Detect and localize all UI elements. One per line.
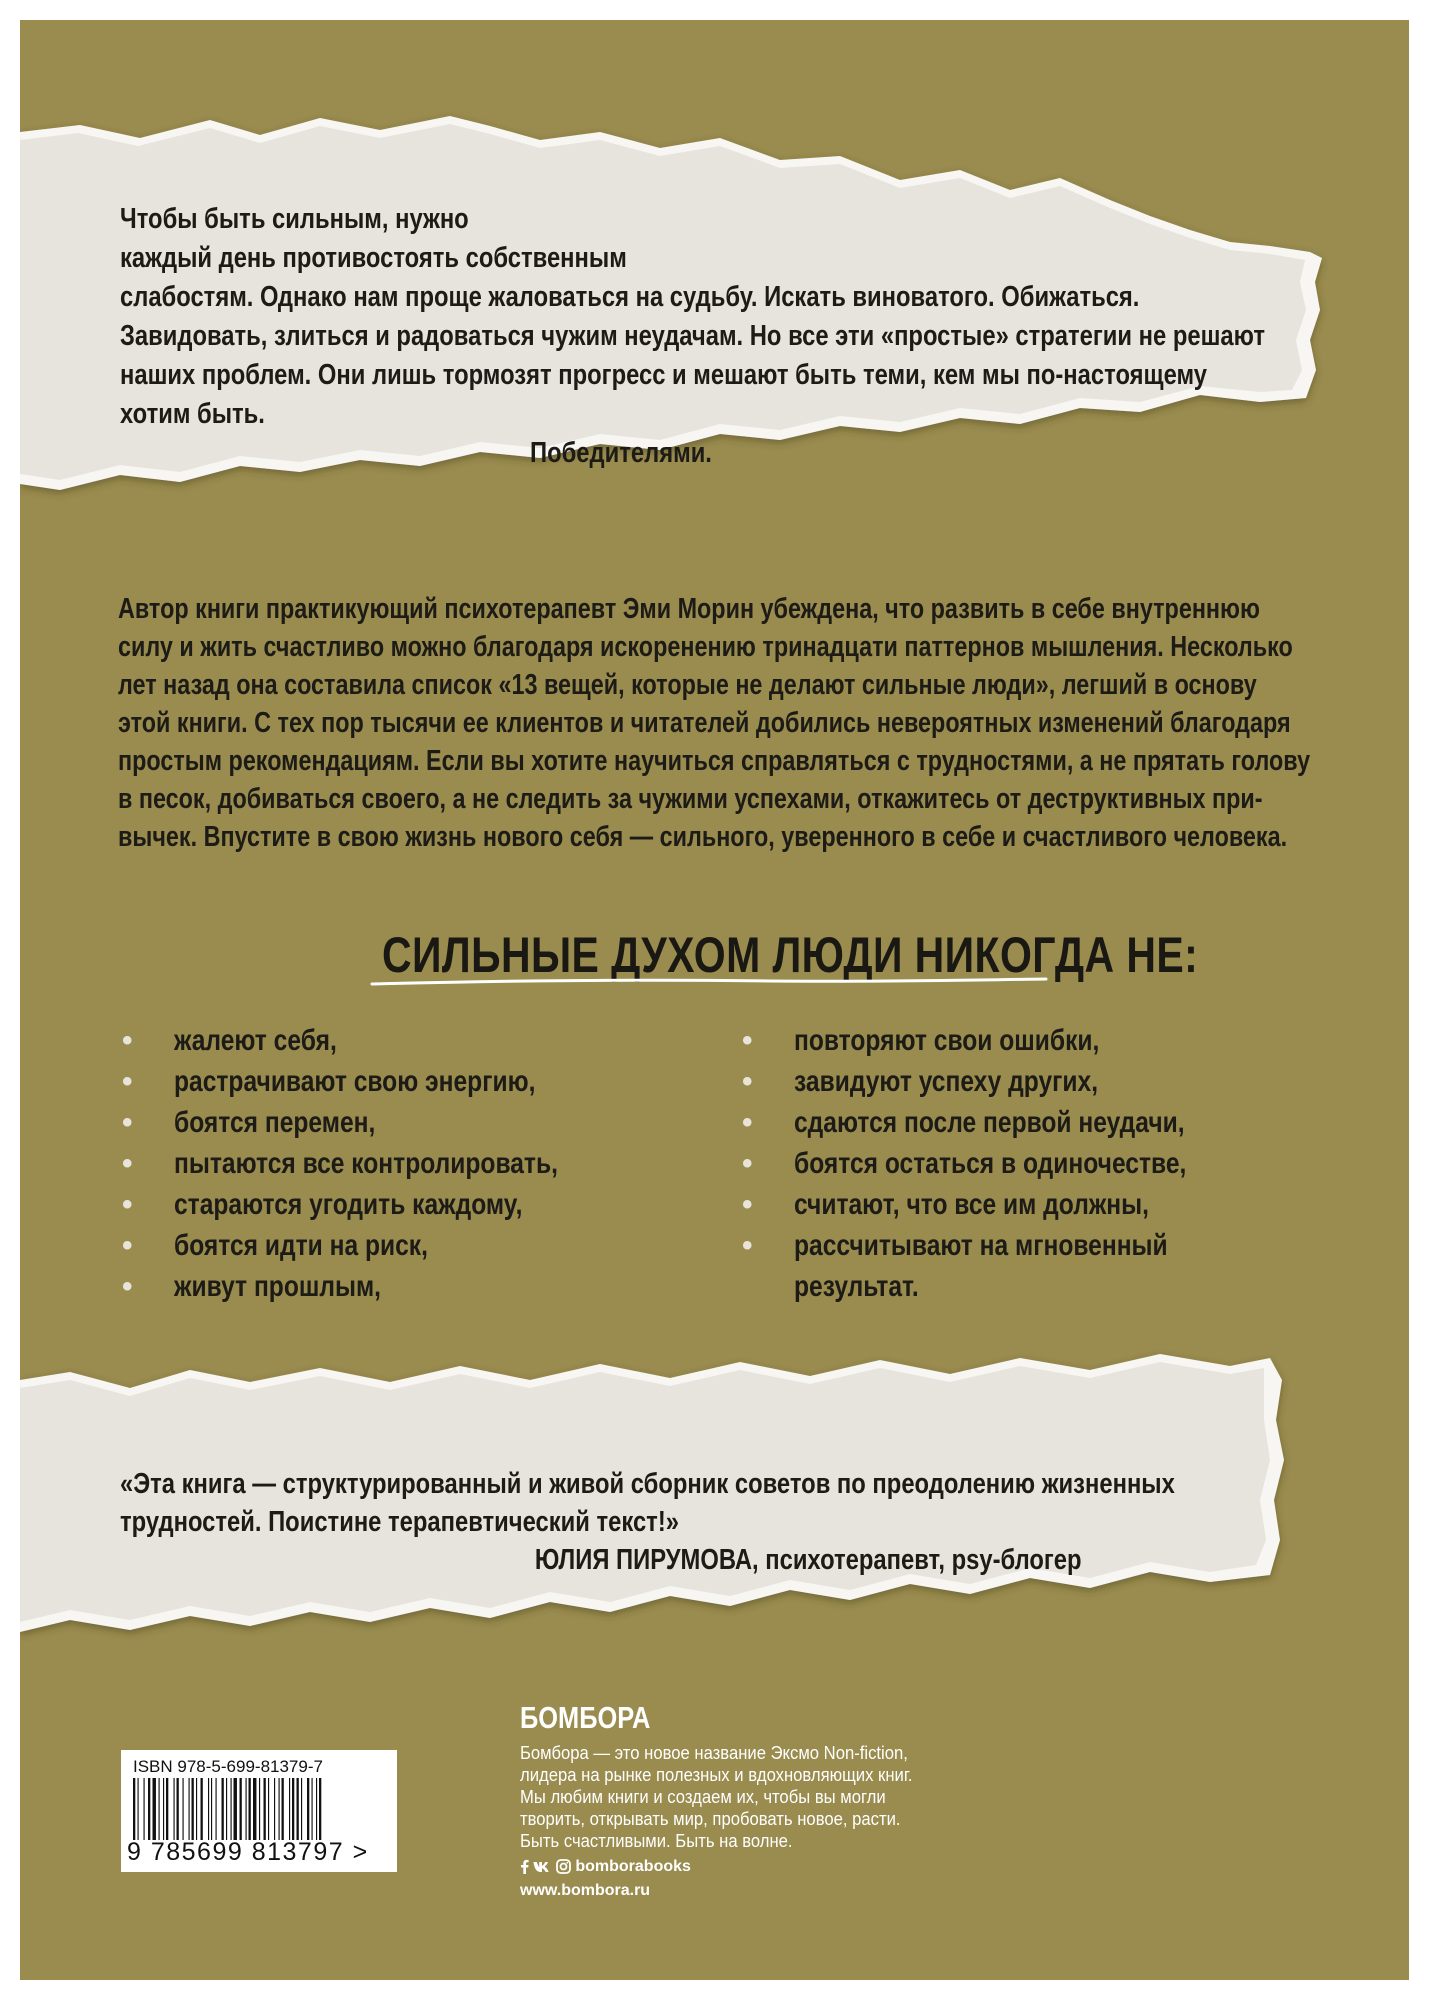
social-handle[interactable]: bomborabooks <box>575 1858 691 1875</box>
barcode-bar <box>279 1778 280 1840</box>
list-item <box>122 1143 642 1184</box>
barcode-bar <box>292 1778 294 1840</box>
publisher-line: Мы любим книги и создаем их, чтобы вы могли <box>520 1786 886 1807</box>
list-item-continuation <box>742 1266 1272 1307</box>
barcode-bar <box>201 1778 203 1840</box>
barcode-bar <box>226 1778 227 1840</box>
barcode-bar <box>192 1778 194 1840</box>
barcode-bar <box>138 1778 139 1840</box>
bullet: • <box>742 1065 753 1098</box>
publisher-line: творить, открывать мир, пробовать новое, расти. <box>520 1808 901 1829</box>
bullet: • <box>742 1147 753 1180</box>
barcode-bar <box>159 1778 160 1840</box>
list-right <box>742 1020 1272 1307</box>
barcode-bar <box>282 1778 284 1840</box>
description-line: в песок, добиваться своего, а не следить за чужими успехами, откажитесь от деструктивных при- <box>118 783 1263 815</box>
bullet: • <box>122 1106 133 1139</box>
facebook-icon[interactable] <box>520 1859 529 1874</box>
barcode-bar <box>274 1778 275 1840</box>
bullet: • <box>742 1188 753 1221</box>
barcode-digits: 9 785699 813797 > <box>127 1838 369 1866</box>
list-item <box>742 1143 1272 1184</box>
barcode-icon <box>133 1778 385 1840</box>
list-item-label: завидуют успеху других, <box>794 1065 1099 1098</box>
social-links <box>520 1858 694 1876</box>
intro-signature: Победителями. <box>530 437 712 469</box>
publisher-logo: БОМБОРА <box>520 1700 651 1735</box>
bullet: • <box>742 1024 753 1057</box>
list-item <box>122 1184 642 1225</box>
quote-author-role: , психотерапевт, psy-блогер <box>752 1544 1082 1576</box>
barcode-bar <box>301 1778 302 1840</box>
list-item-label: живут прошлым, <box>174 1270 382 1303</box>
quote-attribution <box>120 1541 1175 1579</box>
list-item <box>742 1184 1272 1225</box>
list-item <box>122 1102 642 1143</box>
barcode-bar <box>264 1778 266 1840</box>
intro-line: Завидовать, злиться и радоваться чужим неудачам. Но все эти «простые» стратегии не решают <box>120 320 1266 352</box>
list-item-label: боятся идти на риск, <box>174 1229 428 1262</box>
bullet: • <box>742 1106 753 1139</box>
list-item-label: боятся остаться в одиночестве, <box>794 1147 1187 1180</box>
list-item <box>122 1061 642 1102</box>
barcode-bar <box>316 1778 317 1840</box>
list-item-label: стараются угодить каждому, <box>174 1188 523 1221</box>
barcode-bar <box>312 1778 313 1840</box>
list-item <box>742 1225 1272 1266</box>
barcode-bar <box>231 1778 232 1840</box>
publisher-website[interactable]: www.bombora.ru <box>520 1882 651 1899</box>
barcode-bar <box>196 1778 197 1840</box>
list-item <box>122 1225 642 1266</box>
list-item <box>742 1102 1272 1143</box>
intro-line: хотим быть. <box>120 398 265 430</box>
description-line: Автор книги практикующий психотерапевт Эми Морин убеждена, что развить в себе внутреннюю <box>118 593 1260 625</box>
barcode-bar <box>177 1778 179 1840</box>
barcode-bar <box>153 1778 156 1840</box>
instagram-icon[interactable] <box>556 1859 571 1874</box>
barcode-bar <box>174 1778 175 1840</box>
quote-line: трудностей. Поистине терапевтический текст!» <box>120 1506 679 1538</box>
barcode-bar <box>216 1778 217 1840</box>
book-description <box>118 590 1310 856</box>
bullet: • <box>122 1024 133 1057</box>
barcode-bar <box>163 1778 164 1840</box>
bullet: • <box>122 1147 133 1180</box>
list-left <box>122 1020 642 1307</box>
review-quote <box>120 1465 1175 1579</box>
publisher-line: Быть счастливыми. Быть на волне. <box>520 1830 793 1851</box>
intro-line: каждый день противостоять собственным <box>120 242 627 274</box>
list-item-label: пытаются все контролировать, <box>174 1147 558 1180</box>
barcode-bar <box>211 1778 212 1840</box>
barcode-bar <box>222 1778 224 1840</box>
heading-underline <box>370 975 1050 991</box>
description-line: простым рекомендациям. Если вы хотите научиться справляться с трудностями, а не прятать голову <box>118 745 1311 777</box>
description-line: силу и жить счастливо можно благодаря искоренению тринадцати паттернов мышления. Несколько <box>118 631 1293 663</box>
description-line: вычек. Впустите в свою жизнь нового себя — сильного, уверенного в себе и счастливого человека. <box>118 821 1288 853</box>
barcode-bar <box>234 1778 237 1840</box>
barcode-bar <box>144 1778 145 1840</box>
bullet: • <box>742 1229 753 1262</box>
bullet: • <box>122 1270 133 1303</box>
list-item <box>122 1266 642 1307</box>
list-item <box>742 1020 1272 1061</box>
barcode-bar <box>246 1778 247 1840</box>
intro-line: Чтобы быть сильным, нужно <box>120 203 469 235</box>
barcode-bar <box>148 1778 150 1840</box>
barcode-bar <box>166 1778 168 1840</box>
barcode-bar <box>249 1778 251 1840</box>
list-item <box>122 1020 642 1061</box>
intro-line: слабостям. Однако нам проще жаловаться на судьбу. Искать виноватого. Обижаться. <box>120 281 1140 313</box>
isbn-label: ISBN 978-5-699-81379-7 <box>133 1757 323 1776</box>
bullet: • <box>122 1229 133 1262</box>
barcode-bar <box>297 1778 299 1840</box>
list-item-label: считают, что все им должны, <box>794 1188 1149 1221</box>
list-item-label: жалеют себя, <box>174 1024 337 1057</box>
barcode-bar <box>253 1778 256 1840</box>
intro-text <box>120 200 1265 473</box>
barcode-bar <box>319 1778 321 1840</box>
barcode-bar <box>133 1778 135 1840</box>
bullet: • <box>122 1065 133 1098</box>
list-item-label: результат. <box>794 1270 919 1303</box>
barcode-bar <box>307 1778 309 1840</box>
quote-author: ЮЛИЯ ПИРУМОВА <box>534 1544 753 1576</box>
barcode-bar <box>208 1778 209 1840</box>
book-back-cover <box>20 20 1409 1980</box>
list-item <box>742 1061 1272 1102</box>
barcode-bar <box>259 1778 260 1840</box>
intro-line: наших проблем. Они лишь тормозят прогресс и мешают быть теми, кем мы по-настоящему <box>120 359 1208 391</box>
barcode-bar <box>189 1778 190 1840</box>
publisher-line: лидера на рынке полезных и вдохновляющих книг. <box>520 1764 913 1785</box>
publisher-description <box>520 1742 912 1852</box>
list-item-label: растрачивают свою энергию, <box>174 1065 536 1098</box>
list-item-label: повторяют свои ошибки, <box>794 1024 1100 1057</box>
isbn-barcode-box <box>121 1750 397 1872</box>
quote-line: «Эта книга — структурированный и живой сборник советов по преодолению жизненных <box>120 1468 1175 1500</box>
list-heading: СИЛЬНЫЕ ДУХОМ ЛЮДИ НИКОГДА НЕ: <box>382 927 1199 983</box>
list-item-label: рассчитывают на мгновенный <box>794 1229 1168 1262</box>
barcode-bar <box>240 1778 242 1840</box>
list-item-label: боятся перемен, <box>174 1106 376 1139</box>
barcode-bar <box>268 1778 269 1840</box>
list-item-label: сдаются после первой неудачи, <box>794 1106 1185 1139</box>
vk-icon[interactable] <box>533 1861 551 1873</box>
description-line: лет назад она составила список «13 вещей, которые не делают сильные люди», легший в основу <box>118 669 1257 701</box>
description-line: этой книги. С тех пор тысячи ее клиентов и читателей добились невероятных изменений благодаря <box>118 707 1291 739</box>
bullet: • <box>122 1188 133 1221</box>
barcode-bar <box>289 1778 290 1840</box>
barcode-bar <box>183 1778 184 1840</box>
publisher-line: Бомбора — это новое название Эксмо Non-fiction, <box>520 1742 908 1763</box>
